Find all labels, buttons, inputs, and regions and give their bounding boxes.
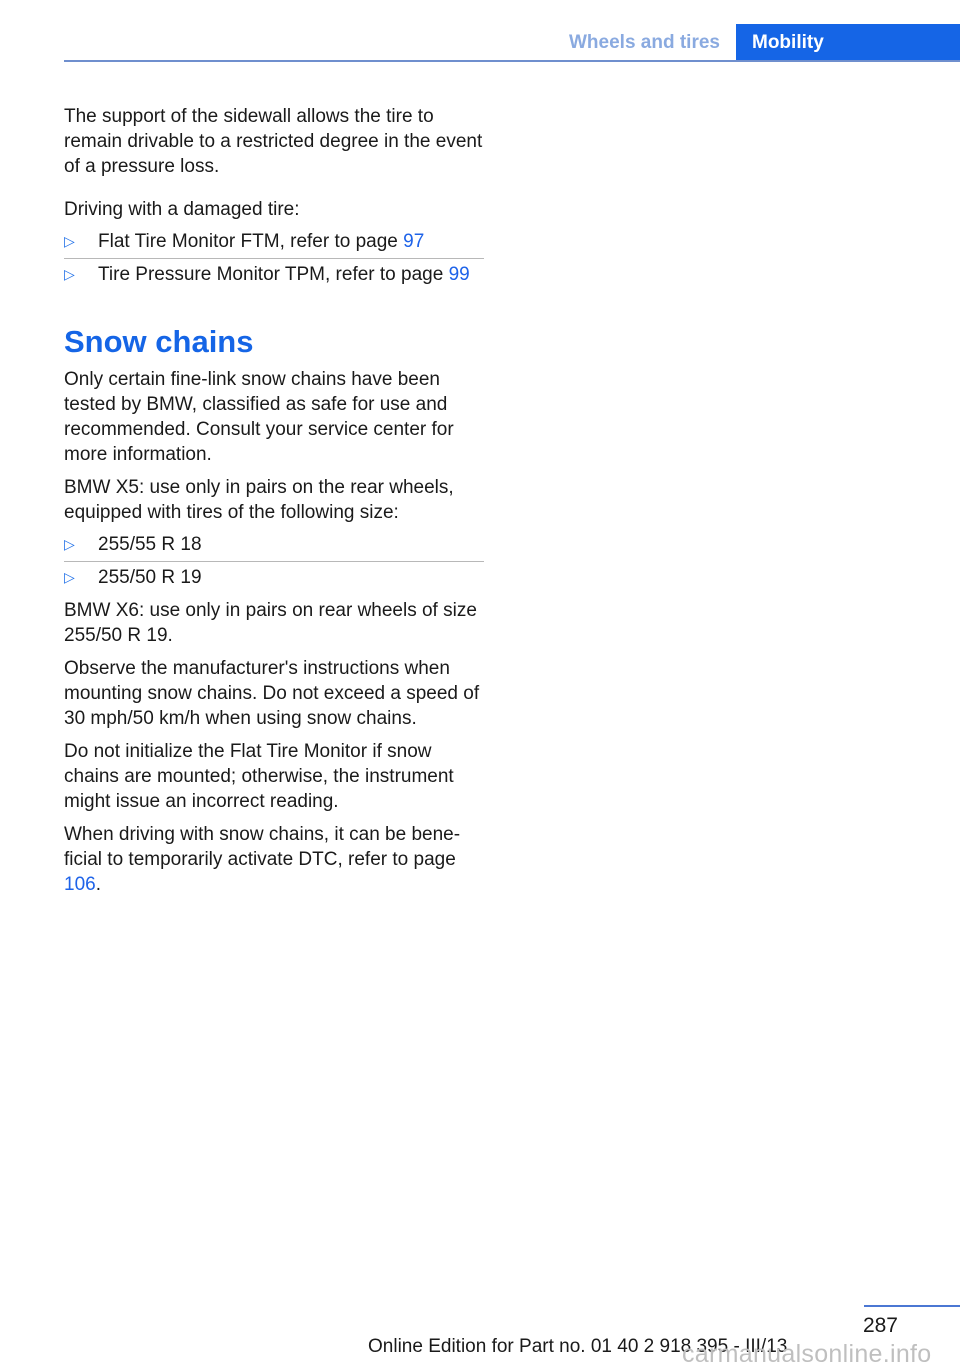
list-item bbox=[64, 259, 484, 291]
damaged-tire-list bbox=[64, 226, 484, 291]
flat-tire-monitor-paragraph: Do not initialize the Flat Tire Monitor if snow chains are mounted; otherwise, the instrument might issue an incorrect reading. bbox=[64, 741, 454, 812]
x5-paragraph: BMW X5: use only in pairs on the rear wheels, equipped with tires of the following size: bbox=[64, 477, 454, 523]
dtc-end: . bbox=[95, 874, 101, 895]
manufacturer-paragraph: Observe the manufacturer's instructions when mounting snow chains. Do not exceed a speed of 30 mph/50 km/h when using snow chains. bbox=[64, 658, 480, 729]
tire-size-list bbox=[64, 529, 484, 594]
dtc-text: When driving with snow chains, it can be beneficial to temporarily activate DTC, refer to page bbox=[64, 824, 461, 870]
watermark: carmanualsonline.info bbox=[682, 1340, 932, 1368]
snow-chains-paragraph: Only certain fine-link snow chains have been tested by BMW, classified as safe for use and recommended. Consult your service center for more information. bbox=[64, 369, 454, 465]
list-item bbox=[64, 562, 484, 594]
list-item-text: Flat Tire Monitor FTM, refer to page bbox=[98, 231, 404, 252]
tire-size: 255/55 R 18 bbox=[98, 534, 202, 555]
content-column bbox=[64, 104, 484, 905]
triangle-right-icon: ▷ bbox=[64, 536, 75, 552]
page-number: 287 bbox=[862, 1314, 898, 1337]
page-link[interactable]: 97 bbox=[403, 231, 425, 252]
header-chapter-title: Wheels and tires bbox=[569, 32, 720, 53]
list-item-text: Tire Pressure Monitor TPM, refer to page bbox=[98, 264, 449, 285]
section-heading: Snow chains bbox=[64, 324, 254, 359]
damaged-tire-label: Driving with a damaged tire: bbox=[64, 199, 300, 220]
header-section-tab: Mobility bbox=[736, 24, 960, 62]
dtc-paragraph bbox=[64, 822, 484, 897]
triangle-right-icon: ▷ bbox=[64, 266, 75, 282]
tire-size: 255/50 R 19 bbox=[98, 567, 202, 588]
header-divider bbox=[64, 60, 960, 62]
x6-paragraph: BMW X6: use only in pairs on rear wheels of size 255/50 R 19. bbox=[64, 600, 477, 646]
page-link[interactable]: 106 bbox=[64, 874, 96, 895]
triangle-right-icon: ▷ bbox=[64, 569, 75, 585]
page-link[interactable]: 99 bbox=[448, 264, 470, 285]
triangle-right-icon: ▷ bbox=[64, 233, 75, 249]
list-item bbox=[64, 529, 484, 562]
footer-divider bbox=[864, 1305, 960, 1307]
edition-note: Online Edition for Part no. 01 40 2 918 395 - III/13 bbox=[368, 1336, 788, 1357]
sidewall-paragraph: The support of the sidewall allows the tire to remain drivable to a restricted degree in the event of a pressure loss. bbox=[64, 106, 483, 177]
list-item bbox=[64, 226, 484, 259]
